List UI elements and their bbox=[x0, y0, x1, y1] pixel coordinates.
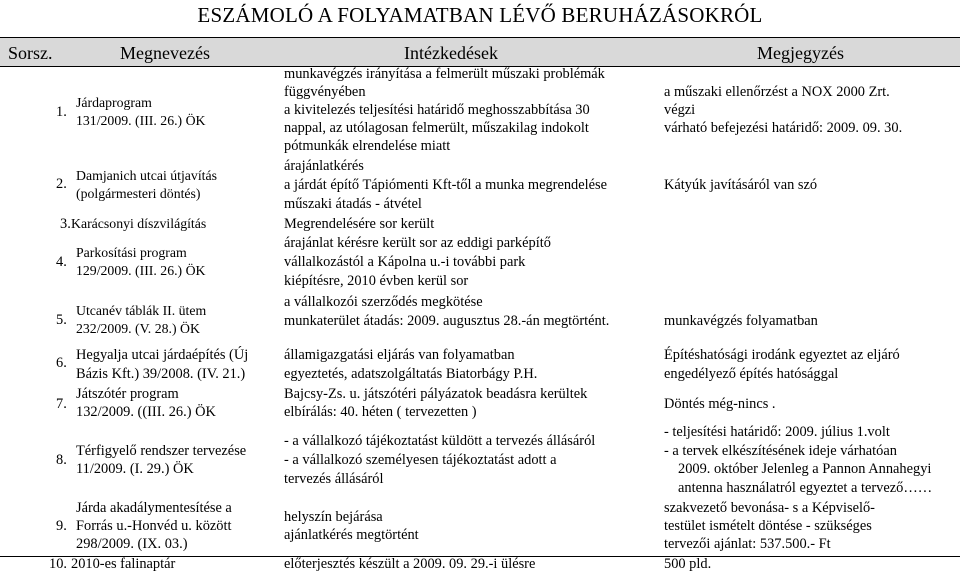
row-number: 1. bbox=[56, 104, 67, 120]
row-action: Megrendelésére sor került bbox=[284, 216, 435, 232]
row-name: Damjanich utcai útjavítás bbox=[76, 168, 217, 183]
row-name: Járdaprogram bbox=[76, 95, 152, 110]
row-action: - a vállalkozó személyesen tájékoztatást adott a bbox=[284, 452, 557, 468]
row-action: egyeztetés, adatszolgáltatás Biatorbágy P.H. bbox=[284, 366, 538, 382]
row-action: árajánlat kérésre került sor az eddigi parképítő bbox=[284, 235, 551, 251]
row-action: műszaki átadás - átvétel bbox=[284, 196, 422, 212]
row-action: árajánlatkérés bbox=[284, 158, 364, 174]
row-action: vállalkozástól a Kápolna u.-i további park bbox=[284, 254, 526, 270]
row-action: nappal, az utólagosan felmerült, műszakilag indokolt bbox=[284, 120, 589, 136]
row-name: 131/2009. (III. 26.) ÖK bbox=[76, 113, 206, 128]
row-action: államigazgatási eljárás van folyamatban bbox=[284, 347, 515, 363]
row-name: 11/2009. (I. 29.) ÖK bbox=[76, 461, 194, 477]
row-action: függvényében bbox=[284, 84, 366, 100]
row-note: várható befejezési határidő: 2009. 09. 30. bbox=[664, 120, 903, 136]
row-number: 7. bbox=[56, 396, 67, 412]
row-note: szakvezető bevonása- s a Képviselő- bbox=[664, 500, 875, 516]
row-number: 8. bbox=[56, 452, 67, 468]
row-action: Bajcsy-Zs. u. játszótéri pályázatok beadásra kerültek bbox=[284, 386, 588, 402]
header-megjegyzes: Megjegyzés bbox=[757, 43, 844, 63]
row-action: pótmunkák elrendelése miatt bbox=[284, 138, 451, 154]
row-note: - teljesítési határidő: 2009. július 1.volt bbox=[664, 424, 890, 440]
row-action: munkaterület átadás: 2009. augusztus 28.-án megtörtént. bbox=[284, 313, 610, 329]
row-note: - a tervek elkészítésének ideje várhatóan bbox=[664, 443, 897, 459]
row-number: 6. bbox=[56, 355, 67, 371]
header-megnevezes: Megnevezés bbox=[120, 43, 210, 63]
row-action: munkavégzés irányítása a felmerült műszaki problémák bbox=[284, 66, 605, 82]
table-header bbox=[0, 38, 960, 66]
row-action: a járdát építő Tápiómenti Kft-től a munka megrendelése bbox=[284, 177, 608, 193]
row-number: 5. bbox=[56, 312, 67, 328]
row-name: Bázis Kft.) 39/2008. (IV. 21.) bbox=[76, 366, 246, 382]
row-number: 3. bbox=[60, 216, 71, 232]
page-title: ESZÁMOLÓ A FOLYAMATBAN LÉVŐ BERUHÁZÁSOKRÓL bbox=[197, 3, 763, 27]
header-sorsz: Sorsz. bbox=[8, 43, 53, 63]
row-name: 298/2009. (IX. 03.) bbox=[76, 536, 188, 552]
row-number: 2. bbox=[56, 176, 67, 192]
row-name: 232/2009. (V. 28.) ÖK bbox=[76, 321, 200, 336]
row-action: ajánlatkérés megtörtént bbox=[284, 527, 419, 543]
row-note: a műszaki ellenőrzést a NOX 2000 Zrt. bbox=[664, 84, 890, 100]
row-name: Járda akadálymentesítése a bbox=[76, 500, 232, 516]
row-number: 4. bbox=[56, 254, 67, 270]
row-note: Döntés még-nincs . bbox=[664, 396, 776, 412]
rule-top bbox=[0, 37, 960, 38]
row-note: végzi bbox=[664, 102, 696, 118]
row-note: testület ismételt döntése - szükséges bbox=[664, 518, 872, 534]
row-name: (polgármesteri döntés) bbox=[76, 186, 201, 201]
row-name: 129/2009. (III. 26.) ÖK bbox=[76, 263, 206, 278]
row-name: Forrás u.-Honvéd u. között bbox=[76, 518, 232, 534]
row-action: helyszín bejárása bbox=[284, 509, 383, 525]
header-intezkedesek: Intézkedések bbox=[404, 43, 498, 63]
row-note: Építéshatósági irodánk egyeztet az eljáró bbox=[664, 347, 900, 363]
row-note: 500 pld. bbox=[664, 556, 712, 572]
row-action: tervezés állásáról bbox=[284, 471, 384, 487]
row-action: előterjesztés készült a 2009. 09. 29.-i ülésre bbox=[284, 556, 536, 572]
row-action: - a vállalkozó tájékoztatást küldött a tervezés állásáról bbox=[284, 433, 596, 449]
row-name: Utcanév táblák II. ütem bbox=[76, 303, 207, 318]
row-name: Hegyalja utcai járdaépítés (Új bbox=[76, 347, 249, 363]
row-number: 10. bbox=[49, 556, 67, 572]
row-number: 9. bbox=[56, 518, 67, 534]
row-note: antenna használatról egyeztet a tervező…… bbox=[678, 480, 933, 496]
row-name: Játszótér program bbox=[76, 386, 179, 402]
row-name: 132/2009. ((III. 26.) ÖK bbox=[76, 404, 216, 420]
row-name: 2010-es falinaptár bbox=[71, 556, 176, 572]
row-name: Karácsonyi díszvilágítás bbox=[71, 216, 207, 231]
row-name: Parkosítási program bbox=[76, 245, 187, 260]
row-note: tervezői ajánlat: 537.500.- Ft bbox=[664, 536, 831, 552]
row-action: kiépítésre, 2010 évben kerül sor bbox=[284, 273, 469, 289]
row-note: 2009. október Jelenleg a Pannon Annahegyi bbox=[678, 461, 932, 477]
row-note: engedélyező építés hatósággal bbox=[664, 366, 839, 382]
row-note: Kátyúk javításáról van szó bbox=[664, 177, 818, 193]
row-action: a vállalkozói szerződés megkötése bbox=[284, 294, 483, 310]
row-action: elbírálás: 40. héten ( tervezetten ) bbox=[284, 404, 477, 420]
row-name: Térfigyelő rendszer tervezése bbox=[76, 443, 247, 459]
row-note: munkavégzés folyamatban bbox=[664, 313, 818, 329]
row-action: a kivitelezés teljesítési határidő meghosszabbítása 30 bbox=[284, 102, 590, 118]
